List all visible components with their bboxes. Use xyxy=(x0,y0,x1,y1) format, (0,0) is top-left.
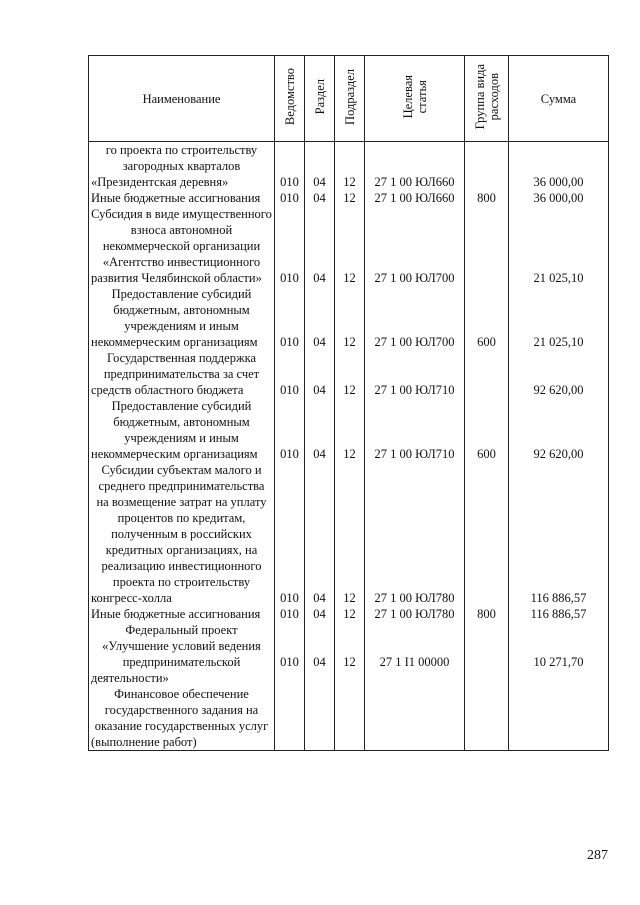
row-sum: 116 886,57 xyxy=(509,462,609,606)
row-target: 27 1 00 ЮЛ660 xyxy=(365,142,465,191)
row-dept: 010 xyxy=(275,398,305,462)
table-row xyxy=(89,350,609,398)
header-sum: Сумма xyxy=(509,56,609,142)
row-sum: 21 025,10 xyxy=(509,206,609,286)
table-row xyxy=(89,206,609,286)
row-section: 04 xyxy=(305,606,335,622)
table-row xyxy=(89,190,609,206)
table-row xyxy=(89,606,609,622)
header-dept: Ведомство xyxy=(275,56,305,142)
row-expense-group: 600 xyxy=(465,286,509,350)
row-dept xyxy=(275,686,305,751)
table-row xyxy=(89,622,609,686)
table-row xyxy=(89,462,609,606)
row-name: Иные бюджетные ассигнования xyxy=(89,606,275,622)
row-dept: 010 xyxy=(275,142,305,191)
row-subsection: 12 xyxy=(335,622,365,686)
header-expense-group: Группа вида расходов xyxy=(465,56,509,142)
budget-table xyxy=(88,55,609,751)
row-subsection: 12 xyxy=(335,398,365,462)
row-dept: 010 xyxy=(275,190,305,206)
row-subsection xyxy=(335,686,365,751)
row-expense-group: 800 xyxy=(465,190,509,206)
table-header-row xyxy=(89,56,609,142)
row-name: Субсидия в виде имущественного взноса автономной некоммерческой организации «Агентство инвестиционного развития Челябинской области» xyxy=(89,206,275,286)
row-expense-group: 600 xyxy=(465,398,509,462)
row-target: 27 1 00 ЮЛ710 xyxy=(365,398,465,462)
row-subsection: 12 xyxy=(335,462,365,606)
row-name: Государственная поддержка предпринимательства за счет средств областного бюджета xyxy=(89,350,275,398)
row-subsection: 12 xyxy=(335,606,365,622)
table-row xyxy=(89,398,609,462)
row-section: 04 xyxy=(305,190,335,206)
row-subsection: 12 xyxy=(335,286,365,350)
row-subsection: 12 xyxy=(335,206,365,286)
header-subsection: Подраздел xyxy=(335,56,365,142)
row-section: 04 xyxy=(305,622,335,686)
row-dept: 010 xyxy=(275,606,305,622)
row-sum xyxy=(509,686,609,751)
row-expense-group xyxy=(465,206,509,286)
row-sum: 92 620,00 xyxy=(509,398,609,462)
header-section: Раздел xyxy=(305,56,335,142)
row-section: 04 xyxy=(305,462,335,606)
row-name: го проекта по строительству загородных кварталов «Президентская деревня» xyxy=(89,142,275,191)
table-row xyxy=(89,686,609,751)
row-dept: 010 xyxy=(275,350,305,398)
row-target xyxy=(365,686,465,751)
row-subsection: 12 xyxy=(335,350,365,398)
row-sum: 21 025,10 xyxy=(509,286,609,350)
row-expense-group: 800 xyxy=(465,606,509,622)
row-name: Федеральный проект «Улучшение условий ведения предпринимательской деятельности» xyxy=(89,622,275,686)
header-name: Наименование xyxy=(89,56,275,142)
row-section: 04 xyxy=(305,286,335,350)
row-target: 27 1 00 ЮЛ780 xyxy=(365,606,465,622)
row-sum: 36 000,00 xyxy=(509,190,609,206)
row-expense-group xyxy=(465,462,509,606)
page-number: 287 xyxy=(587,848,608,863)
header-target: Целевая статья xyxy=(365,56,465,142)
row-section: 04 xyxy=(305,142,335,191)
row-dept: 010 xyxy=(275,462,305,606)
row-dept: 010 xyxy=(275,206,305,286)
row-expense-group xyxy=(465,686,509,751)
row-target: 27 1 00 ЮЛ710 xyxy=(365,350,465,398)
row-target: 27 1 00 ЮЛ780 xyxy=(365,462,465,606)
row-name: Предоставление субсидий бюджетным, автономным учреждениям и иным некоммерческим организациям xyxy=(89,398,275,462)
row-name: Предоставление субсидий бюджетным, автономным учреждениям и иным некоммерческим организациям xyxy=(89,286,275,350)
row-expense-group xyxy=(465,350,509,398)
row-subsection: 12 xyxy=(335,190,365,206)
row-target: 27 1 00 ЮЛ700 xyxy=(365,286,465,350)
row-dept: 010 xyxy=(275,286,305,350)
row-dept: 010 xyxy=(275,622,305,686)
row-section: 04 xyxy=(305,206,335,286)
row-sum: 92 620,00 xyxy=(509,350,609,398)
row-name: Финансовое обеспечение государственного задания на оказание государственных услуг (выполнение работ) xyxy=(89,686,275,751)
table-row xyxy=(89,142,609,191)
row-section: 04 xyxy=(305,350,335,398)
row-target: 27 1 I1 00000 xyxy=(365,622,465,686)
row-sum: 116 886,57 xyxy=(509,606,609,622)
row-section xyxy=(305,686,335,751)
row-section: 04 xyxy=(305,398,335,462)
row-subsection: 12 xyxy=(335,142,365,191)
row-name: Субсидии субъектам малого и среднего предпринимательства на возмещение затрат на уплату процентов по кредитам, полученным в российских кредитных организациях, на реализацию инвестиционного проекта по строительству конгресс-холла xyxy=(89,462,275,606)
row-name: Иные бюджетные ассигнования xyxy=(89,190,275,206)
table-row xyxy=(89,286,609,350)
row-sum: 10 271,70 xyxy=(509,622,609,686)
row-expense-group xyxy=(465,142,509,191)
row-target: 27 1 00 ЮЛ660 xyxy=(365,190,465,206)
row-sum: 36 000,00 xyxy=(509,142,609,191)
row-target: 27 1 00 ЮЛ700 xyxy=(365,206,465,286)
row-expense-group xyxy=(465,622,509,686)
